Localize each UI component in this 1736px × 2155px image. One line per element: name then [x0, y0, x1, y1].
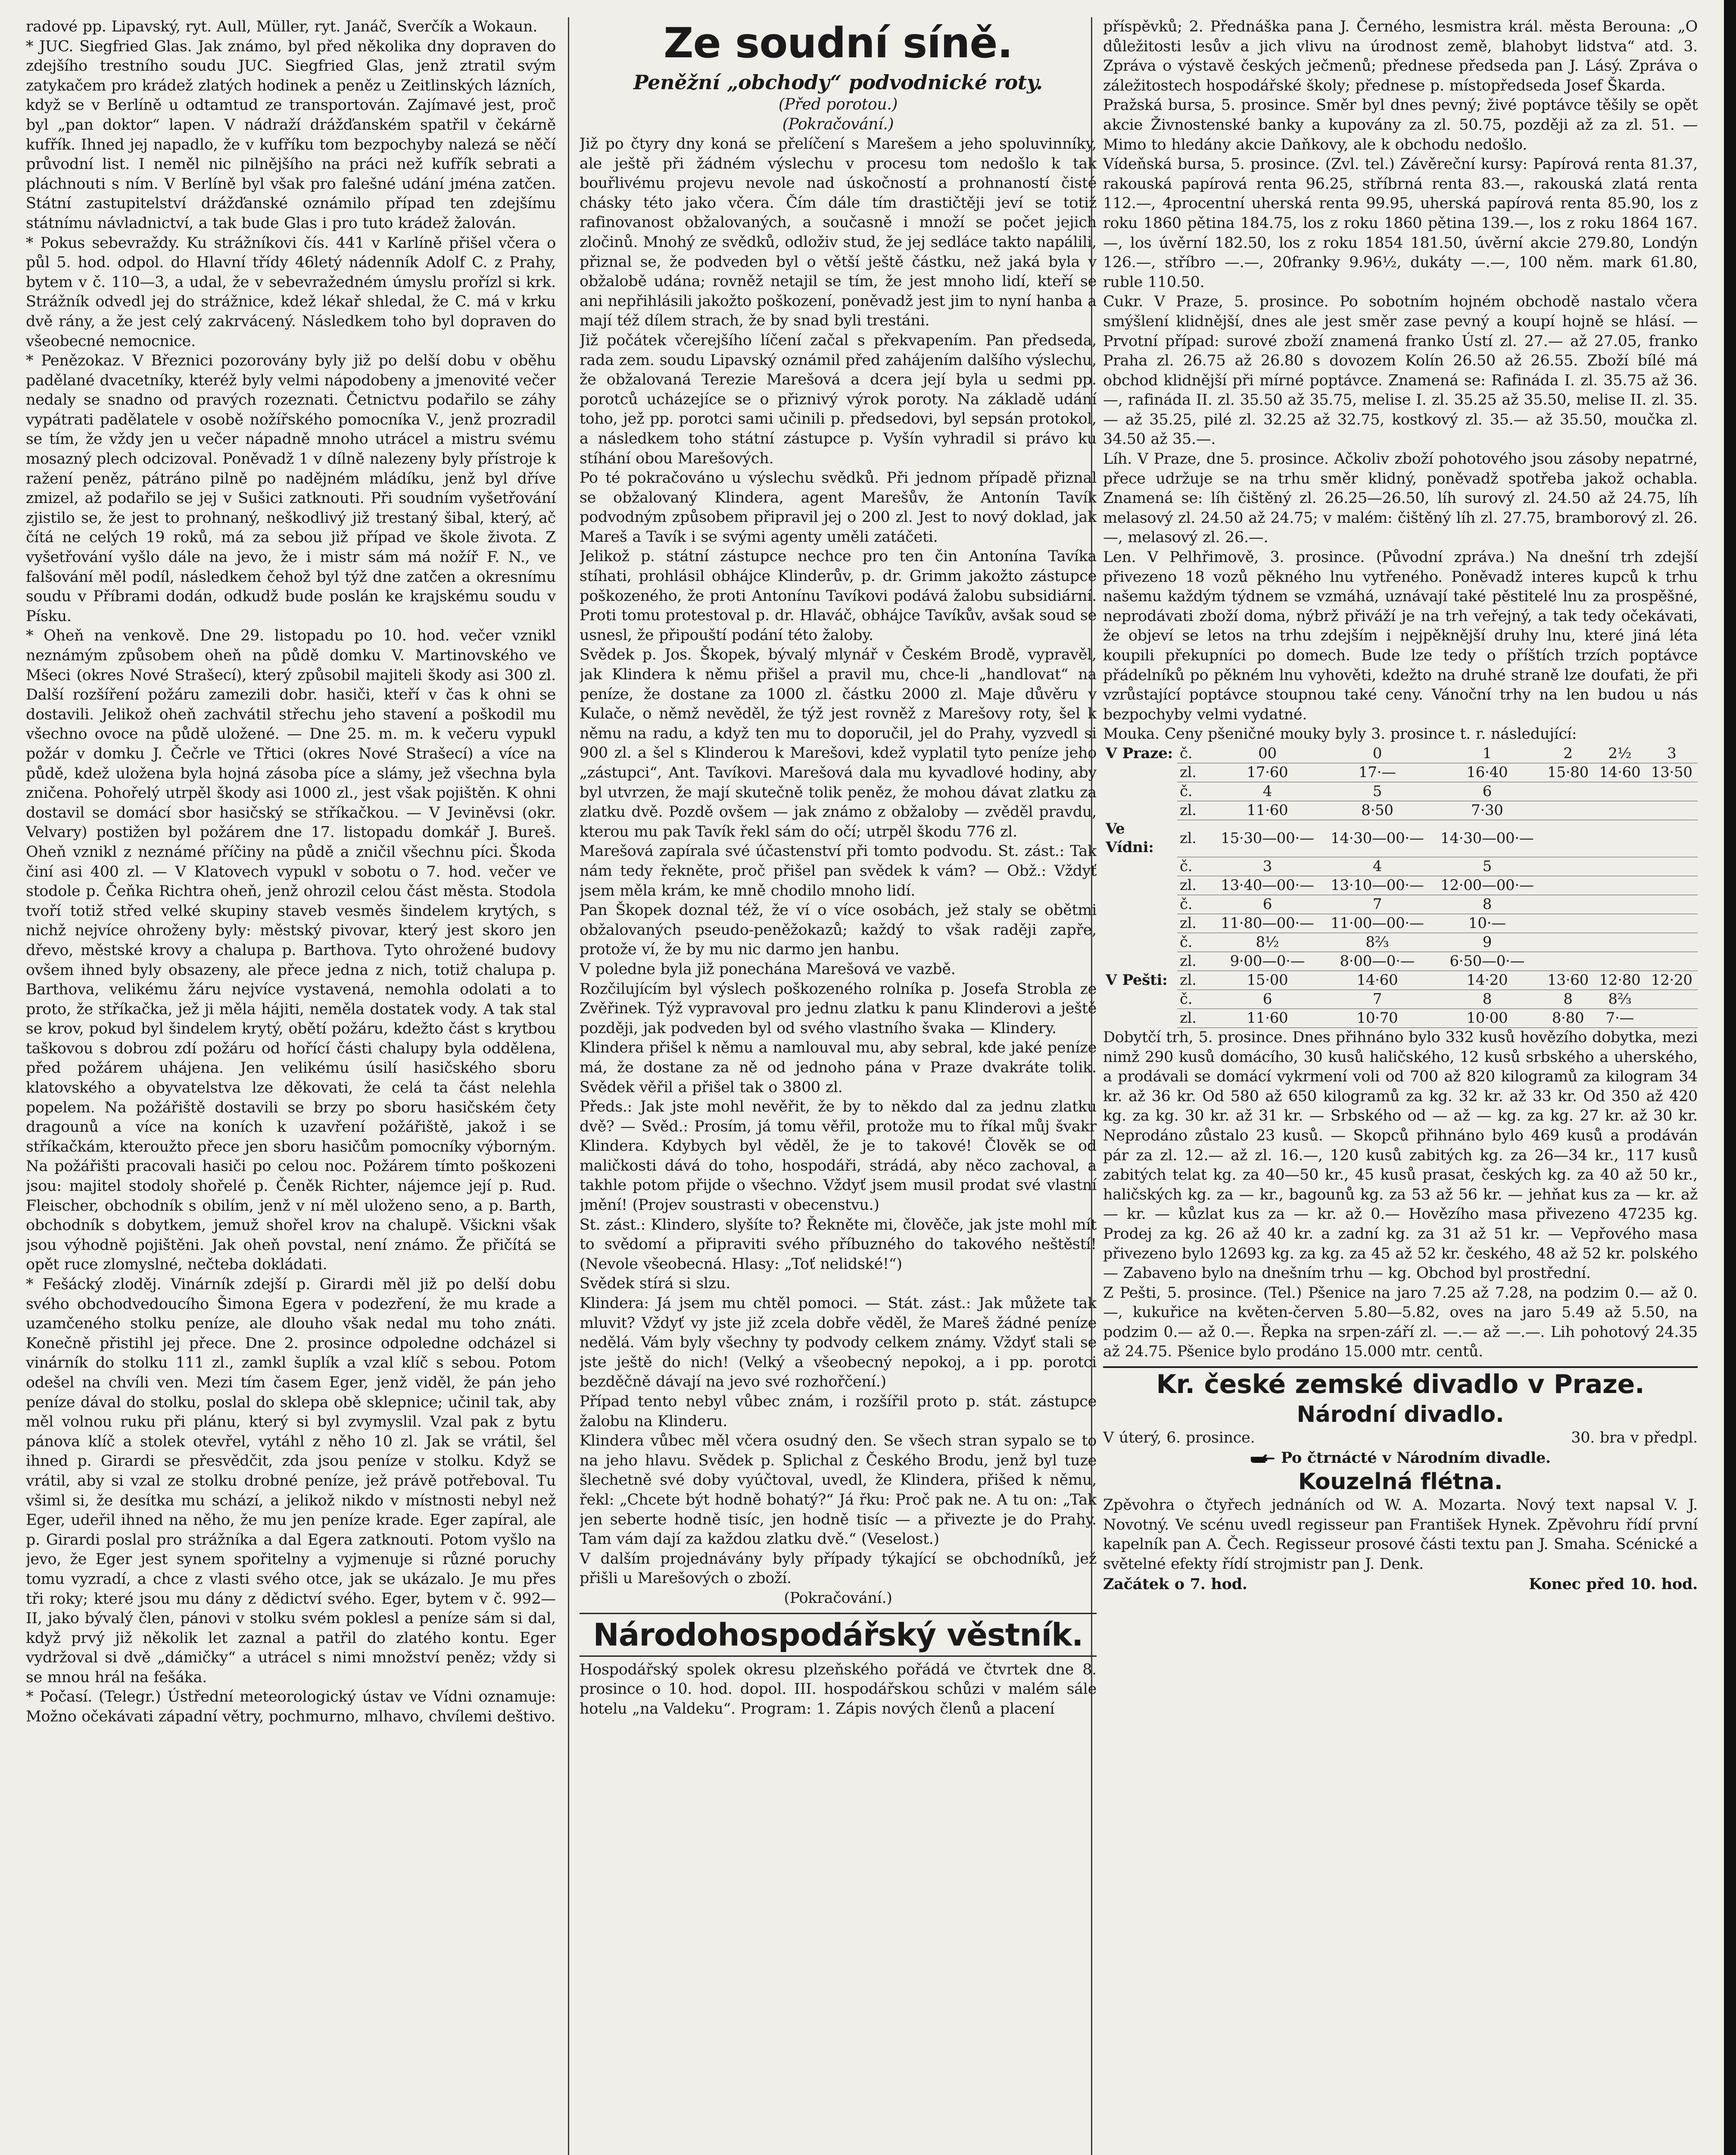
table-cell-unit: č. — [1177, 782, 1212, 801]
table-cell-value: 10·— — [1432, 914, 1542, 933]
table-cell-value: 8⅔ — [1594, 990, 1646, 1009]
theatre-times — [1103, 1574, 1698, 1594]
table-cell-value — [1646, 895, 1698, 914]
table-cell-value — [1646, 876, 1698, 895]
table-cell-value: 7·30 — [1432, 801, 1542, 820]
continued-note: (Pokračování.) — [782, 116, 894, 133]
table-cell-value: 13·10—00·— — [1322, 876, 1432, 895]
table-cell-unit: zl. — [1177, 971, 1212, 990]
article-text: Svědek p. Jos. Škopek, bývalý mlynář v Českém Brodě, vypravěl, jak Klindera k němu přišel a pravil mu, chce-li „handlovat“ na peníze, že dostane za 1000 zl. částku 2000 zl. Maje důvěru v Kulače, o němž nevěděl, že týž jest rovněž z Marešovy roty, šel k němu na radu, a když ten mu to doporučil, jel do Prahy, vyzvedl si 900 zl. a šel s Klinderou k Marešovi, kdež vyplatil tyto peníze jeho „zástupci“, Ant. Tavíkovi. Marešová dala mu kyvadlové hodiny, aby byl utvrzen, že mají skutečně tolik peněz, že mohou dávat zlatku za zlatku dvě. Pozdě ovšem — jak známo z obžaloby — zvěděl pravdu, kterou mu pak Tavík řekl sám do očí; utrpěl škodu 776 zl. — [580, 646, 1097, 840]
table-cell-value: 11·60 — [1212, 801, 1322, 820]
theatre-work-title: Kouzelná flétna. — [1298, 1469, 1503, 1495]
table-cell-value: 9 — [1432, 933, 1542, 952]
table-cell-value — [1542, 952, 1594, 971]
table-cell-value: 3 — [1646, 744, 1698, 763]
table-cell-value — [1594, 782, 1646, 801]
theatre-date: V úterý, 6. prosince. — [1103, 1429, 1255, 1447]
pointing-hand-icon — [1250, 1452, 1276, 1465]
article-text: Pan Škopek doznal též, že ví o více osobách, jež staly se obětmi obžalovaných pseudo-peněžokazů; každý to však raději zapře, protože ví, že by mu nic darmo jen hanbu. — [580, 902, 1097, 959]
table-row — [1103, 744, 1698, 763]
table-cell-value: 7 — [1322, 990, 1432, 1009]
table-cell-value — [1646, 820, 1698, 857]
article-text: Předs.: Jak jste mohl nevěřit, že by to někdo dal za jednu zlatku dvě? — Svěd.: Prosím, já tomu věřil, protože mu to říkal můj švakr Klindera. Kdybych byl věděl, že je to takové! Člověk se od maličkosti dává do toho, hospodáři, strádá, aby něco zachoval, a takhle potom přijde o všechno. Vždyť jsem musil prodat své vlastní jmění! (Projev soustrasti v obecenstvu.) — [580, 1098, 1097, 1214]
article-text: Klindera: Já jsem mu chtěl pomoci. — Stát. zást.: Jak můžete tak mluvit? Vždyť vy jste již zcela dobře věděl, že Mareš žádné peníze nedělá. Vám byly všechny ty podvody celkem známy. Vždyť stali se jste ještě do nich! (Velký a všeobecný nepokoj, a i pp. porotci bezděčně dávají na jevo své rozhořčení.) — [580, 1295, 1097, 1391]
table-cell-value: 12·20 — [1646, 971, 1698, 990]
table-cell-city — [1103, 782, 1177, 801]
table-row — [1103, 990, 1698, 1009]
article-headline: Peněžní „obchody“ podvodnické roty. — [633, 71, 1043, 94]
table-cell-value — [1594, 952, 1646, 971]
table-cell-value: 14·30—00·— — [1432, 820, 1542, 857]
article-text: Již po čtyry dny koná se přelíčení s Marešem a jeho spoluvinníky, ale ještě při žádném výslechu v procesu tom nedošlo k tak bouřlivému projevu nevole nad úskočností a prohnaností čisté chásky této jako včera. Čím dále tím drastičtěji jeví se totiž rafinovanost obžalovaných, a současně i množí se počet jejich zločinů. Mnohý ze svědků, odloživ stud, že jej sedláce takto napálili, přiznal se, že podveden byl o větší ještě částku, než jaká byla v obžalobě udána; rovněž netajil se tím, že jest mnoho lidí, kteří se ani nepřihlásili jakožto poškození, poněvadž jest jim to nyní hanba a mají též dílem strach, že by snad byli trestáni. — [580, 135, 1097, 330]
table-row — [1103, 952, 1698, 971]
table-cell-value: 14·60 — [1594, 763, 1646, 782]
article-text: Po té pokračováno u výslechu svědků. Při jednom případě přiznal se obžalovaný Klindera, agent Marešův, že Antonín Tavík podvodným způsobem připravil jej o 200 zl. Jest to nový doklad, jak Mareš a Tavík i se svými agenty uměli zatáčeti. — [580, 469, 1097, 546]
article-text: Jelikož p. státní zástupce nechce pro ten čin Antonína Tavíka stíhati, prohlásil obhájce Klinderův, p. dr. Grimm jakožto zástupce poškozeného, že proti Antonínu Tavíkovi podává žalobu subsidiární. Proti tomu protestoval p. dr. Hlaváč, obhájce Tavíkův, avšak soud se usnesl, že připouští podání této žaloby. — [580, 548, 1097, 644]
article-text: radové pp. Lipavský, ryt. Aull, Müller, ryt. Janáč, Sverčík a Wokaun. — [26, 18, 538, 35]
table-cell-value: 14·30—00·— — [1322, 820, 1432, 857]
table-cell-unit: č. — [1177, 990, 1212, 1009]
column-economy — [1103, 17, 1698, 2155]
table-cell-value: 9·00—0·— — [1212, 952, 1322, 971]
table-cell-unit: zl. — [1177, 952, 1212, 971]
table-cell-value — [1646, 952, 1698, 971]
table-cell-unit: č. — [1177, 744, 1212, 763]
theatre-subtitle: Národní divadlo. — [1297, 1402, 1504, 1428]
article-text: Klindera přišel k němu a namlouval mu, aby sebral, kde jaké peníze má, že dostane za ně od jednoho pána v Praze dvakráte tolik. Svědek věřil a přišel tak o 3800 zl. — [580, 1039, 1097, 1096]
table-cell-value — [1646, 782, 1698, 801]
table-cell-value: 15·30—00·— — [1212, 820, 1322, 857]
table-cell-value: 5 — [1432, 857, 1542, 876]
table-cell-value — [1646, 857, 1698, 876]
table-cell-value — [1542, 820, 1594, 857]
article-text: Pražská bursa, 5. prosince. Směr byl dnes pevný; živé poptávce těšily se opět akcie Živnostenské banky a kupovány za zl. 50.75, později až za zl. 51. — Mimo to hledány akcie Daňkovy, ale k obchodu nedošlo. — [1103, 97, 1698, 153]
column-rule — [568, 17, 569, 2155]
table-cell-value — [1646, 990, 1698, 1009]
article-text: * Fešácký zloděj. Vinárník zdejší p. Girardi měl již po delší dobu svého obchodvedoucího Šimona Egera v podezření, že mu krade a uzamčeného stolku peníze, ale dlouho však nedal mu toho znáti. Konečně přistihl jej přece. Dne 2. prosince odpoledne odcházel si vinárník do stolku 111 zl., zamkl šuplík a vzal klíč s sebou. Potom odešel na chvíli ven. Mezi tím časem Eger, jenž viděl, že pán jeho peníze dával do stolku, poslal do sklepa obě sklepnice; učinil tak, aby měl volnou ruku při plánu, který si byl zvymyslil. Vzal pak z bytu pánova klíč a stolek otevřel, vytáhl z něho 10 zl. Jak se vrátil, šel ihned p. Girardi se přesvědčit, zda jsou peníze v stolku. Když se vrátil, aby si vzal ze stolku drobné peníze, jež právě potřeboval. Tu všiml si, že desítka mu schází, a jelikož nikdo v místnosti nebyl než Eger, udeřil ihned na něho, že mu jen peníze krade. Eger zapíral, ale p. Girardi poslal pro strážníka a dal Egera zatknouti. Potom vyšlo na jevo, že Eger jest synem spořitelny a vyjmenuje si různé poruchy tomu vyzradí, a chce z vlasti svého otce, jak se ukázalo. Je mu přes tři roky; které jsou mu dány z dědictví svého. Eger, bytem v č. 992—II, jako bývalý člen, pánovi v stolku svém poklesl a peníze sám si dal, když prvý již několik let zaznal a patřil do zlatého kontu. Eger vydržoval si dvě „dámičky“ a utrácel s nimi množství peněz; vždy si se mnou hrál na fešáka. — [26, 1276, 556, 1686]
table-cell-value: 14·20 — [1432, 971, 1542, 990]
table-cell-city: V Pešti: — [1106, 971, 1168, 989]
table-cell-city — [1103, 801, 1177, 820]
table-cell-value: 8 — [1432, 990, 1542, 1009]
column-court — [580, 17, 1097, 2155]
theatre-notice-row — [1103, 1448, 1698, 1468]
article-text: V poledne byla již ponechána Marešová ve vazbě. — [580, 960, 956, 978]
table-cell-city — [1103, 933, 1177, 952]
table-row — [1103, 801, 1698, 820]
table-cell-value: 6 — [1212, 895, 1322, 914]
table-cell-unit: zl. — [1177, 1009, 1212, 1028]
article-text: Klindera vůbec měl včera osudný den. Se všech stran sypalo se to na jeho hlavu. Svědek p. Splichal z Českého Brodu, jenž byl tuze šlechetně své doby vyúčtoval, uvedl, že Klindera, přišed k němu, řekl: „Chcete být hodně bohatý?“ Já řku: Proč pak ne. A tu on: „Tak jen seberte hodně tisíc, jen hodně tisíc — a přivezte je do Prahy. Tam vám dají za každou zlatku dvě.“ (Veselost.) — [580, 1432, 1097, 1548]
table-cell-value: 13·60 — [1542, 971, 1594, 990]
table-cell-value: 6 — [1212, 990, 1322, 1009]
table-cell-value: 7 — [1322, 895, 1432, 914]
table-cell-value: 7·— — [1594, 1009, 1646, 1028]
table-cell-value — [1594, 933, 1646, 952]
table-cell-unit: zl. — [1177, 820, 1212, 857]
theatre-title: Kr. české zemské divadlo v Praze. — [1103, 1366, 1698, 1401]
table-cell-value: 6 — [1432, 782, 1542, 801]
table-cell-value: 8⅔ — [1322, 933, 1432, 952]
table-cell-unit: č. — [1177, 895, 1212, 914]
table-cell-city — [1103, 952, 1177, 971]
table-cell-value — [1594, 876, 1646, 895]
table-cell-city — [1103, 876, 1177, 895]
table-cell-unit: zl. — [1177, 914, 1212, 933]
theatre-date-row — [1103, 1428, 1698, 1448]
theatre-subscription: 30. bra v předpl. — [1571, 1429, 1698, 1447]
article-text: Len. V Pelhřimově, 3. prosince. (Původní zpráva.) Na dnešní trh zdejší přivezeno 18 vozů pěkného lnu vytřeného. Poněvadž interes kupců k trhu našemu každým týdnem se vzmáhá, uznávají také pěstitelé lnu za prospěšné, neprodávati zboží doma, nýbrž přiváží je na trh veřejný, a tak tedy očekávati, že objeví se letos na trhu zdejším i nejpěknější druhy lnu, které jiná léta koupili překupníci po domech. Bude lze tedy o příštích trzích poptávce přádelníků po pěkném lnu vyhověti, kdežto na druhé straně lze doufati, že při vzrůstající poptávce stoupnou také ceny. Vánoční trhy na len budou u nás bezpochyby velmi vydatné. — [1103, 549, 1698, 723]
table-cell-city — [1103, 857, 1177, 876]
table-cell-city — [1103, 895, 1177, 914]
table-cell-value: 10·70 — [1322, 1009, 1432, 1028]
table-cell-value: 15·80 — [1542, 763, 1594, 782]
table-row — [1103, 971, 1698, 990]
table-cell-value — [1542, 895, 1594, 914]
article-text: * Penězokaz. V Březnici pozorovány byly již po delší dobu v oběhu padělané dvacetníky, kteréž byly velmi nápodobeny a jmenovité večer nedaly se snadno od pravých rozeznati. Četnictvu podařilo se záhy vypátrati padělatele v osobě nožířského pomocníka V., jenž prozradil se tím, že vždy jen u večer nápadně mnoho utrácel a mistru svému mosazný plech odcizoval. Poněvadž 1 v dílně nalezeny byly přístroje k ražení peněz, pátráno pilně po nadějném mládíku, jenž byl dříve zmizel, až podařilo se jej v Sušici zatknouti. Při soudním vyšetřování zjistilo se, že jest to prohnaný, neškodlivý již trestaný šibal, který, ač čítá ne celých 19 roků, má za sebou již případ ve škole života. Z vyšetřování vyšlo dále na jevo, že i mistr sám má nožíř F. N., ve falšování měl podíl, následkem čehož byl týž dne zatčen a okresnímu soudu v Příbrami dodán, odkudž bude poslán ke krajskému soudu v Písku. — [26, 352, 556, 625]
table-row — [1103, 763, 1698, 782]
table-cell-value: 8·50 — [1322, 801, 1432, 820]
table-cell-value — [1646, 914, 1698, 933]
table-cell-city: V Praze: — [1106, 745, 1173, 762]
article-text: Hospodářský spolek okresu plzeňského pořádá ve čtvrtek dne 8. prosince o 10. hod. dopol. III. hospodářskou schůzi v malém sále hotelu „na Valdeku“. Program: 1. Zápis nových členů a placení — [580, 1661, 1097, 1718]
table-cell-value — [1646, 801, 1698, 820]
table-cell-value: 8 — [1542, 990, 1594, 1009]
table-cell-value — [1594, 801, 1646, 820]
article-text: Cukr. V Praze, 5. prosince. Po sobotním hojném obchodě nastalo včera smýšlení klidnější, dnes ale jest směr zase pevný a koupí hojně se hlásí. — Prvotní případ: surové zboží znamená franko Ústí zl. 27.— až 27.05, franko Praha zl. 26.75 až 26.80 s dovozem Kolín 26.50 až 26.55. Zboží bílé má obchod klidnější při mírné poptávce. Znamená se: Rafináda I. zl. 35.75 až 36.—, rafináda II. zl. 35.50 až 35.75, melise I. zl. 35.25 až 35.50, melise II. zl. 35.— až 35.25, pilé zl. 32.25 až 32.75, kostkový zl. 35.— až 35.50, moučka zl. 34.50 až 35.—. — [1103, 293, 1698, 448]
table-cell-value: 2 — [1542, 744, 1594, 763]
article-text: * Počasí. (Telegr.) Ústřední meteorologický ústav ve Vídni oznamuje: Možno očekávati západní větry, pochmurno, mlhavo, chvílemi deštivo. — [26, 1688, 556, 1726]
article-text: V dalším projednávány byly případy týkající se obchodníků, jež přišli u Marešových o zboží. — [580, 1550, 1097, 1587]
table-cell-value: 1 — [1432, 744, 1542, 763]
article-text: Mouka. Ceny pšeničné mouky byly 3. prosince t. r. následující: — [1103, 725, 1577, 743]
article-text: Marešová zapírala své účastenství při tomto podvodu. St. zást.: Tak nám tedy řekněte, proč přišel pan svědek k vám? — Obž.: Vždyť jsem měla krám, ke mně chodilo mnoho lidí. — [580, 843, 1097, 899]
table-row — [1103, 782, 1698, 801]
article-text: * JUC. Siegfried Glas. Jak známo, byl před několika dny dopraven do zdejšího trestního soudu JUC. Siegfried Glas, jenž ztratil svým zatykačem pro krádež zlatých hodinek a peněz u Zeitlinských lázních, když se v Berlíně u odtamtud ze transportován. Zajímavé jest, proč byl „pan doktor“ lapen. V nádraží drážďanském spatřil v čekárně kufřík. Ihned jej napadlo, že v kufříku tom bezpochyby nalezá se něčí průvodní list. I neměl nic pilnějšího na práci než kufřík sebrati a pláchnouti s ním. V Berlíně byl však pro falešné udání jména zatčen. Státní zastupitelství drážďanské oznámilo případ ten zdejšímu státnímu návladnictví, a tak bude Glas i pro tuto krádež žalován. — [26, 37, 556, 232]
article-text: příspěvků; 2. Přednáška pana J. Černého, lesmistra král. města Berouna: „O důležitosti lesův a jich vlivu na úrodnost země, blahobyt lidstva“ atd. 3. Zpráva o výstavě českých ječmenů; přednese předseda pan J. Lásý. Zpráva o záležitostech hospodářské školy; přednese p. místopředseda Josef Škarda. — [1103, 18, 1698, 94]
table-cell-value: 17·— — [1322, 763, 1432, 782]
table-cell-value — [1542, 782, 1594, 801]
continued-note: (Pokračování.) — [784, 1589, 892, 1607]
table-cell-value: 14·60 — [1322, 971, 1432, 990]
column-local-news — [26, 17, 556, 2155]
table-row — [1103, 820, 1698, 857]
article-text: Případ tento nebyl vůbec znám, i rozšířil proto p. stát. zástupce žalobu na Klinderu. — [580, 1393, 1097, 1430]
table-cell-value: 17·60 — [1212, 763, 1322, 782]
article-text: Dobytčí trh, 5. prosince. Dnes přihnáno bylo 332 kusů hovězího dobytka, mezi nimž 290 kusů domácího, 30 kusů haličského, 12 kusů srbského a uherského, a prodávali se domácí vykrmení voli od 700 až 820 kilogramů za kilogram 34 kr. až 36 kr. Od 580 až 650 kilogramů za kg. 32 kr. až 33 kr. Od 350 až 420 kg. za kg. 30 kr. až 31 kr. — Srbského od — až — kg. za kg. 27 kr. až 30 kr. Neprodáno zůstalo 23 kusů. — Skopců přihnáno bylo 469 kusů a prodáván pár za zl. 12.— až zl. 16.—, 120 kusů zabitých kg. za 26—34 kr., 117 kusů zabitých telat kg. za 40—50 kr., 45 kusů prasat, českých kg. za 40 až 50 kr., haličských kg. za — kr., bagounů kg. za 53 až 56 kr. — jehňat kus za — kr. až — kr. — kůzlat kus za — kr. až 0.— Hovězího masa přivezeno 47235 kg. Prodej za kg. 26 až 40 kr. a zadní kg. za 31 až 51 kr. — Vepřového masa přivezeno bylo 12693 kg. za kg. za 45 až 52 kr. českého, 48 až 52 kr. polského — Zabaveno bylo na dnešním trhu — kg. Obchod byl prostřední. — [1103, 1028, 1698, 1282]
article-text: Již počátek včerejšího líčení začal s překvapením. Pan předseda, rada zem. soudu Lipavský oznámil před zahájením dalšího výslechu, že obžalovaná Terezie Marešová a dcera její byla u sedmi pp. porotců ucházejíce se o přiznivý výrok poroty. Na základě udání toho, jež pp. porotci sami učinili p. předsedovi, byl sepsán protokol, a následkem toho státní zástupce p. Vyšín vyhradil si právo ku stíhání obou Marešových. — [580, 331, 1097, 467]
table-cell-value — [1542, 857, 1594, 876]
table-cell-value: 8 — [1432, 895, 1542, 914]
table-cell-value — [1542, 933, 1594, 952]
flour-price-table — [1103, 744, 1698, 1028]
article-text: Vídeňská bursa, 5. prosince. (Zvl. tel.) Závěreční kursy: Papírová renta 81.37, rakouská papírová renta 96.25, stříbrná renta 83.—, rakouská zlatá renta 112.—, 4procentní uherská renta 99.95, uherská papírová renta 85.90, los z roku 1860 pětina 184.75, los z roku 1860 pětina 139.—, los z roku 1864 167.—, los úvěrní 182.50, los z roku 1854 181.50, úvěrní akcie 279.80, Londýn 126.—, stříbro —.—, 20franky 9.96½, dukáty —.—, 100 něm. mark 61.80, ruble 110.50. — [1103, 156, 1698, 291]
article-text: * Oheň na venkově. Dne 29. listopadu po 10. hod. večer vznikl neznámým způsobem oheň na půdě domku V. Martinovského ve Mšeci (okres Nové Strašecí), který způsobil majiteli škody asi 300 zl. Další rozšíření požáru zamezili dobr. hasiči, kteří v čas k ohni se dostavili. Jelikož oheň zachvátil střechu jeho stavení a poškodil mu všechno ovoce na půdě uložené. — Dne 25. m. m. k večeru vypukl požár v domku J. Čečrle ve Třtici (okres Nové Strašecí) a více na půdě, kdež uložena byla hojná zásoba píce a slámy, jež všechna byla zničena. Pohořelý utrpěl škody asi 1000 zl., jest však pojištěn. K ohni dostavil se domácí sbor hasičský se stříkačkou. — V Jeviněvsi (okr. Velvary) postižen byl požárem dne 17. listopadu domkář J. Bureš. Oheň vznikl z neznámé příčiny na půdě a zničil všechnu píci. Škoda činí asi 400 zl. — V Klatovech vypukl v sobotu o 7. hod. večer ve stodole p. Čeňka Richtra oheň, jenž ohrozil celou část města. Stodola tvoří totiž střed velké skupiny staveb vesměs šindelem krytých, s nichž nejvíce ohroženy byly: městský pivovar, který jest skoro jen dřevo, městské krovy a chalupa p. Barthova. Tyto ohrožené budovy ovšem ihned byly obsazeny, ale přece jedna z nich, totiž chalupa p. Barthova, velikému žáru nejvíce vystavená, nemohla odolati a to proto, že stříkačka, jež ji měla hájiti, neměla dostatek vody. A tak stal se krov, pokud byl šindelem krytý, obětí požáru, kdežto část s krytbou taškovou s dobrou zdí požáru od hořící části chalupy byla oddělena, před požárem uhájena. Jen velikému úsilí hasičského sboru klatovského a obyvatelstva lze děkovati, že celá ta část nelehla popelem. Na požářiště dostavili se brzy po sboru hasičském čety dragounů a více na koních k uzavření požářiště, jakož i se stříkačkám, kteroužto přece jen sboru hasičům pomocníky výborným. Na požářišti pracovali hasiči po celou noc. Požárem tímto poškozeni jsou: majitel stodoly shořelé p. Čeněk Richter, nájemce její p. Rud. Fleischer, obchodník s obilím, jenž v ní měl uloženo seno, a p. Barth, obchodník s dobytkem, jemuž shořel krov na chalupě. Všickni však jsou výhodně pojištěni. Jak oheň povstal, není známo. Že přičítá se opět ruce zlomyslné, nečteba dokládati. — [26, 627, 556, 1274]
table-row — [1103, 876, 1698, 895]
table-cell-value: 4 — [1322, 857, 1432, 876]
article-text: Líh. V Praze, dne 5. prosince. Ačkoliv zboží pohotového jsou zásoby nepatrné, přece udržuje se na trhu směr klidný, poněvadž spotřeba jakož ochabla. Znamená se: líh čištěný zl. 26.25—26.50, líh surový zl. 24.50 až 24.75, líh melasový zl. 24.50 až 24.75; v malém: čištěný líh zl. 27.75, bramborový zl. 26.—, melasový zl. 26.—. — [1103, 450, 1698, 547]
table-row — [1103, 895, 1698, 914]
table-cell-value: 6·50—0·— — [1432, 952, 1542, 971]
table-cell-value — [1594, 857, 1646, 876]
table-cell-city — [1103, 914, 1177, 933]
table-cell-value: 3 — [1212, 857, 1322, 876]
article-text: Z Pešti, 5. prosince. (Tel.) Pšenice na jaro 7.25 až 7.28, na podzim 0.— až 0.—, kukuřice na květen-červen 5.80—5.82, oves na jaro 5.49 až 5.50, na podzim 0.— až 0.—. Řepka na srpen-září zl. —.— až —.—. Lih pohotový 24.35 až 24.75. Pšenice bylo prodáno 15.000 mtr. centů. — [1103, 1284, 1698, 1361]
article-text: Svědek stírá si slzu. — [580, 1275, 731, 1293]
table-cell-value: 11·00—00·— — [1322, 914, 1432, 933]
section-heading-economy: Národohospodářský věstník. — [580, 1613, 1097, 1657]
theatre-end: Konec před 10. hod. — [1529, 1575, 1698, 1593]
table-cell-value: 8½ — [1212, 933, 1322, 952]
table-cell-value: 12·80 — [1594, 971, 1646, 990]
table-cell-value — [1542, 914, 1594, 933]
table-cell-unit: č. — [1177, 933, 1212, 952]
theatre-notice: Po čtrnácté v Národním divadle. — [1281, 1449, 1551, 1467]
table-cell-unit: zl. — [1177, 801, 1212, 820]
table-cell-value: 13·50 — [1646, 763, 1698, 782]
table-cell-city — [1103, 1009, 1177, 1028]
table-cell-value — [1542, 801, 1594, 820]
table-cell-value: 10·00 — [1432, 1009, 1542, 1028]
theatre-start: Začátek o 7. hod. — [1103, 1575, 1247, 1593]
table-row — [1103, 1009, 1698, 1028]
table-cell-value: 0 — [1322, 744, 1432, 763]
table-cell-value: 00 — [1212, 744, 1322, 763]
table-cell-value: 5 — [1322, 782, 1432, 801]
scan-edge — [1724, 0, 1736, 2155]
table-cell-value: 16·40 — [1432, 763, 1542, 782]
table-cell-value — [1542, 876, 1594, 895]
table-cell-value: 15·00 — [1212, 971, 1322, 990]
table-cell-value: 8·80 — [1542, 1009, 1594, 1028]
theatre-description: Zpěvohra o čtyřech jednáních od W. A. Mozarta. Nový text napsal V. J. Novotný. Ve scénu uvedl regisseur pan František Hynek. Zpěvohru řídí první kapelník pan A. Čech. Regisseur prosové části textu pan J. Smaha. Scénické a světelné efekty řídí strojmistr pan J. Denk. — [1103, 1496, 1698, 1573]
table-cell-value: 8·00—0·— — [1322, 952, 1432, 971]
table-cell-value: 13·40—00·— — [1212, 876, 1322, 895]
table-row — [1103, 914, 1698, 933]
table-cell-city: Ve Vídni: — [1106, 820, 1154, 856]
table-row — [1103, 933, 1698, 952]
table-cell-unit: zl. — [1177, 876, 1212, 895]
table-cell-value — [1594, 895, 1646, 914]
table-cell-value: 11·60 — [1212, 1009, 1322, 1028]
table-cell-city — [1103, 990, 1177, 1009]
table-cell-value: 11·80—00·— — [1212, 914, 1322, 933]
article-text: * Pokus sebevraždy. Ku strážníkovi čís. 441 v Karlíně přišel včera o půl 5. hod. odpol. do Hlavní třídy 46letý nádenník Adolf C. z Prahy, bytem v č. 110—3, a udal, že v sebevražedném úmyslu prořízl si krk. Strážník odvedl jej do strážnice, kdež lékař shledal, že C. má v krku dvě rány, a že jest celý zakrvácený. Následkem toho byl dopraven do všeobecné nemocnice. — [26, 234, 556, 350]
table-cell-value — [1646, 1009, 1698, 1028]
section-heading-court: Ze soudní síně. — [664, 19, 1013, 67]
table-cell-unit: zl. — [1177, 763, 1212, 782]
table-cell-value: 4 — [1212, 782, 1322, 801]
table-cell-value — [1646, 933, 1698, 952]
table-cell-value — [1594, 820, 1646, 857]
article-text: St. zást.: Klindero, slyšíte to? Řekněte mi, člověče, jak jste mohl mít to svědomí a připraviti svého příbuzného do takového neštěstí! (Nevole všeobecná. Hlasy: „Toť nelidské!“) — [580, 1216, 1097, 1273]
table-row — [1103, 857, 1698, 876]
table-cell-unit: č. — [1177, 857, 1212, 876]
table-cell-value — [1594, 914, 1646, 933]
article-venue: (Před porotou.) — [778, 96, 898, 113]
table-cell-city — [1103, 763, 1177, 782]
table-cell-value: 12·00—00·— — [1432, 876, 1542, 895]
article-text: Rozčilujícím byl výslech poškozeného rolníka p. Josefa Strobla ze Zvěřinek. Týž vypravoval pro jednu zlatku k panu Klinderovi a ještě později, jak podveden byl od svého vlastního švaka — Klindery. — [580, 980, 1097, 1037]
table-cell-value: 2½ — [1594, 744, 1646, 763]
